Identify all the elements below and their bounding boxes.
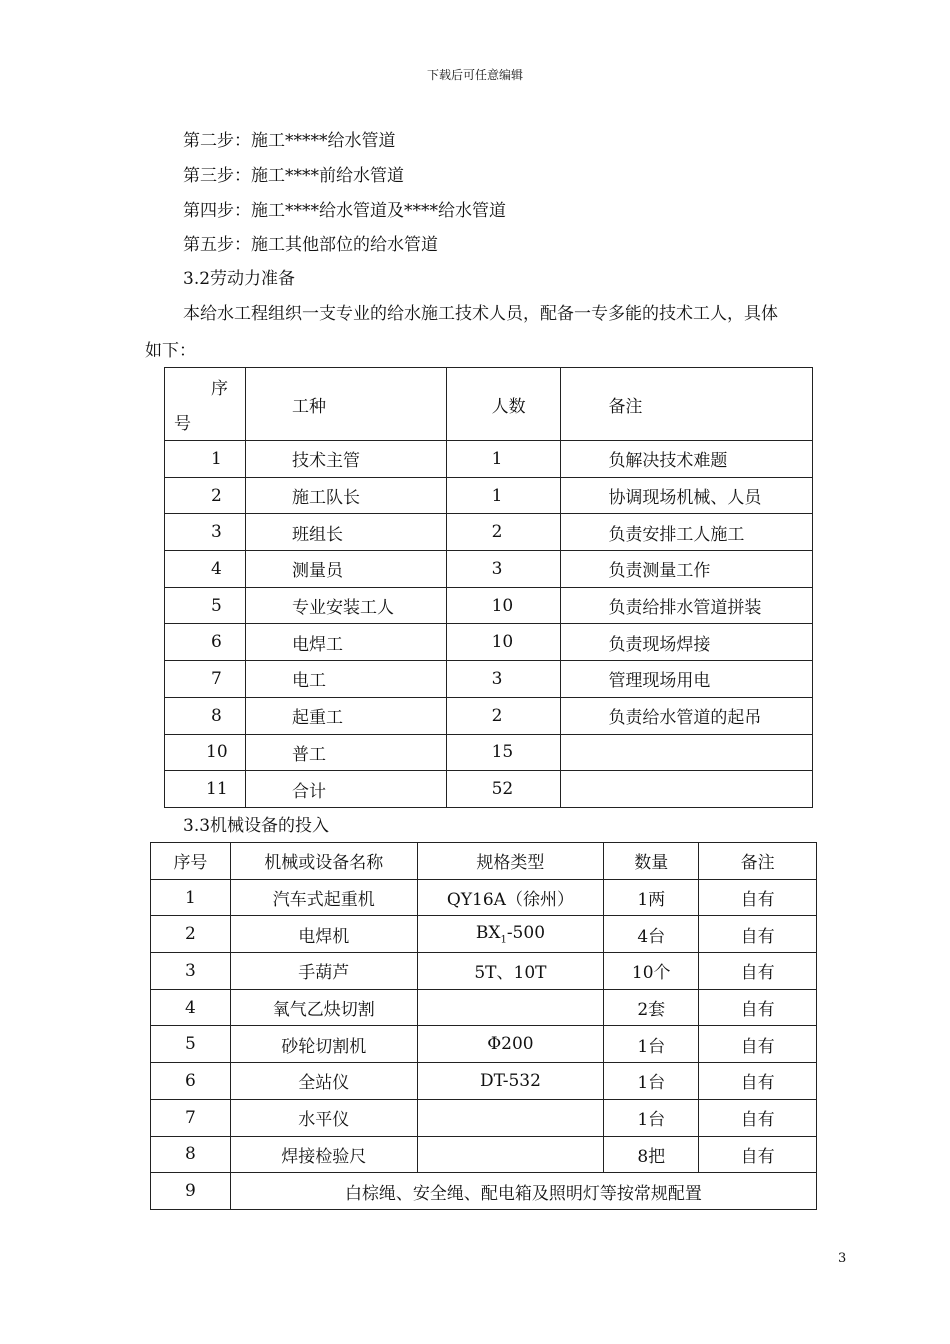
cell-qty: 8把 bbox=[604, 1136, 699, 1173]
section-heading-labor: 3.2劳动力准备 bbox=[183, 269, 296, 289]
cell-no: 7 bbox=[165, 661, 246, 698]
cell-note: 负责给水管道的起吊 bbox=[561, 697, 813, 734]
cell-type: 普工 bbox=[245, 734, 446, 771]
cell-type: 施工队长 bbox=[245, 477, 446, 514]
header-no-top: 序 bbox=[211, 379, 228, 399]
cell-name: 电焊机 bbox=[230, 916, 417, 953]
step-3: 第三步：施工****前给水管道 bbox=[183, 166, 404, 186]
cell-no: 3 bbox=[165, 514, 246, 551]
spec-rest: -500 bbox=[506, 923, 546, 944]
table-row bbox=[151, 1173, 817, 1210]
table-row bbox=[165, 477, 813, 514]
header-cell-note: 备注 bbox=[561, 368, 813, 441]
table-row bbox=[165, 514, 813, 551]
cell-count: 2 bbox=[446, 514, 561, 551]
cell-note bbox=[561, 734, 813, 771]
cell-note: 自有 bbox=[699, 1099, 817, 1136]
cell-type: 合计 bbox=[245, 771, 446, 808]
cell-qty: 1台 bbox=[604, 1026, 699, 1063]
cell-note: 协调现场机械、人员 bbox=[561, 477, 813, 514]
cell-note: 自有 bbox=[699, 916, 817, 953]
cell-qty: 1台 bbox=[604, 1099, 699, 1136]
cell-type: 技术主管 bbox=[245, 441, 446, 478]
cell-note: 负责现场焊接 bbox=[561, 624, 813, 661]
step-5: 第五步：施工其他部位的给水管道 bbox=[183, 235, 438, 255]
cell-count: 1 bbox=[446, 441, 561, 478]
cell-type: 专业安装工人 bbox=[245, 587, 446, 624]
cell-count: 52 bbox=[446, 771, 561, 808]
equipment-table bbox=[150, 842, 817, 1210]
table-row bbox=[165, 624, 813, 661]
cell-no: 2 bbox=[151, 916, 231, 953]
intro-line-2: 如下： bbox=[145, 341, 196, 361]
table-row bbox=[151, 1063, 817, 1100]
table-row bbox=[151, 916, 817, 953]
cell-no: 5 bbox=[151, 1026, 231, 1063]
header-cell-name: 机械或设备名称 bbox=[230, 843, 417, 880]
intro-line-1: 本给水工程组织一支专业的给水施工技术人员，配备一专多能的技术工人，具体 bbox=[183, 304, 778, 324]
table-row bbox=[165, 441, 813, 478]
cell-spec bbox=[417, 1099, 604, 1136]
cell-note: 管理现场用电 bbox=[561, 661, 813, 698]
cell-note: 自有 bbox=[699, 953, 817, 990]
cell-count: 2 bbox=[446, 697, 561, 734]
cell-no: 11 bbox=[165, 771, 246, 808]
table-row bbox=[165, 661, 813, 698]
cell-no: 5 bbox=[165, 587, 246, 624]
cell-type: 电工 bbox=[245, 661, 446, 698]
cell-name: 水平仪 bbox=[230, 1099, 417, 1136]
table-row bbox=[165, 551, 813, 588]
cell-spec: 5T、10T bbox=[417, 953, 604, 990]
cell-spec bbox=[417, 989, 604, 1026]
cell-no: 2 bbox=[165, 477, 246, 514]
header-cell-note: 备注 bbox=[699, 843, 817, 880]
cell-type: 测量员 bbox=[245, 551, 446, 588]
cell-count: 15 bbox=[446, 734, 561, 771]
table-row bbox=[151, 953, 817, 990]
section-heading-equipment: 3.3机械设备的投入 bbox=[183, 816, 330, 836]
cell-name: 手葫芦 bbox=[230, 953, 417, 990]
cell-no: 7 bbox=[151, 1099, 231, 1136]
cell-spec: DT-532 bbox=[417, 1063, 604, 1100]
cell-spec bbox=[417, 916, 604, 953]
cell-no: 6 bbox=[165, 624, 246, 661]
spec-main: BX bbox=[475, 923, 501, 944]
cell-no: 3 bbox=[151, 953, 231, 990]
cell-name: 焊接检验尺 bbox=[230, 1136, 417, 1173]
cell-count: 3 bbox=[446, 551, 561, 588]
table-row bbox=[151, 1136, 817, 1173]
table-row bbox=[165, 734, 813, 771]
cell-qty: 1台 bbox=[604, 1063, 699, 1100]
cell-note: 自有 bbox=[699, 1136, 817, 1173]
cell-no: 8 bbox=[151, 1136, 231, 1173]
header-cell-no bbox=[165, 368, 246, 441]
page-number: 3 bbox=[838, 1251, 847, 1266]
cell-note: 负责安排工人施工 bbox=[561, 514, 813, 551]
step-2: 第二步：施工*****给水管道 bbox=[183, 131, 396, 151]
spec-subscript: 1 bbox=[500, 934, 507, 946]
header-no-bottom: 号 bbox=[174, 414, 191, 434]
header-cell-type: 工种 bbox=[245, 368, 446, 441]
header-cell-no: 序号 bbox=[151, 843, 231, 880]
table-row bbox=[165, 771, 813, 808]
cell-count: 10 bbox=[446, 624, 561, 661]
cell-name: 砂轮切割机 bbox=[230, 1026, 417, 1063]
labor-table bbox=[164, 367, 813, 808]
cell-type: 班组长 bbox=[245, 514, 446, 551]
cell-note: 自有 bbox=[699, 879, 817, 916]
cell-no: 4 bbox=[151, 989, 231, 1026]
header-cell-count: 人数 bbox=[446, 368, 561, 441]
cell-merged-note: 白棕绳、安全绳、配电箱及照明灯等按常规配置 bbox=[230, 1173, 816, 1210]
cell-name: 全站仪 bbox=[230, 1063, 417, 1100]
cell-qty: 4台 bbox=[604, 916, 699, 953]
cell-spec: QY16A（徐州） bbox=[417, 879, 604, 916]
cell-no: 8 bbox=[165, 697, 246, 734]
cell-name: 汽车式起重机 bbox=[230, 879, 417, 916]
header-cell-qty: 数量 bbox=[604, 843, 699, 880]
cell-no: 1 bbox=[151, 879, 231, 916]
cell-count: 1 bbox=[446, 477, 561, 514]
cell-no: 1 bbox=[165, 441, 246, 478]
table-row bbox=[151, 879, 817, 916]
cell-note: 负责给排水管道拼装 bbox=[561, 587, 813, 624]
cell-no: 6 bbox=[151, 1063, 231, 1100]
cell-note: 自有 bbox=[699, 989, 817, 1026]
cell-no: 4 bbox=[165, 551, 246, 588]
cell-count: 10 bbox=[446, 587, 561, 624]
table-row bbox=[165, 697, 813, 734]
cell-no: 10 bbox=[165, 734, 246, 771]
table-row bbox=[151, 989, 817, 1026]
cell-no: 9 bbox=[151, 1173, 231, 1210]
cell-name: 氧气乙炔切割 bbox=[230, 989, 417, 1026]
cell-type: 电焊工 bbox=[245, 624, 446, 661]
cell-spec: Φ200 bbox=[417, 1026, 604, 1063]
labor-table-header-row bbox=[165, 368, 813, 441]
step-4: 第四步：施工****给水管道及****给水管道 bbox=[183, 201, 506, 221]
header-cell-spec: 规格类型 bbox=[417, 843, 604, 880]
equipment-table-header-row bbox=[151, 843, 817, 880]
cell-note: 负解决技术难题 bbox=[561, 441, 813, 478]
cell-note: 负责测量工作 bbox=[561, 551, 813, 588]
cell-type: 起重工 bbox=[245, 697, 446, 734]
table-row bbox=[165, 587, 813, 624]
cell-qty: 10个 bbox=[604, 953, 699, 990]
cell-note: 自有 bbox=[699, 1026, 817, 1063]
table-row bbox=[151, 1026, 817, 1063]
page-header: 下载后可任意编辑 bbox=[426, 68, 523, 82]
cell-qty: 1两 bbox=[604, 879, 699, 916]
cell-note: 自有 bbox=[699, 1063, 817, 1100]
table-row bbox=[151, 1099, 817, 1136]
cell-spec bbox=[417, 1136, 604, 1173]
cell-note bbox=[561, 771, 813, 808]
cell-qty: 2套 bbox=[604, 989, 699, 1026]
cell-count: 3 bbox=[446, 661, 561, 698]
